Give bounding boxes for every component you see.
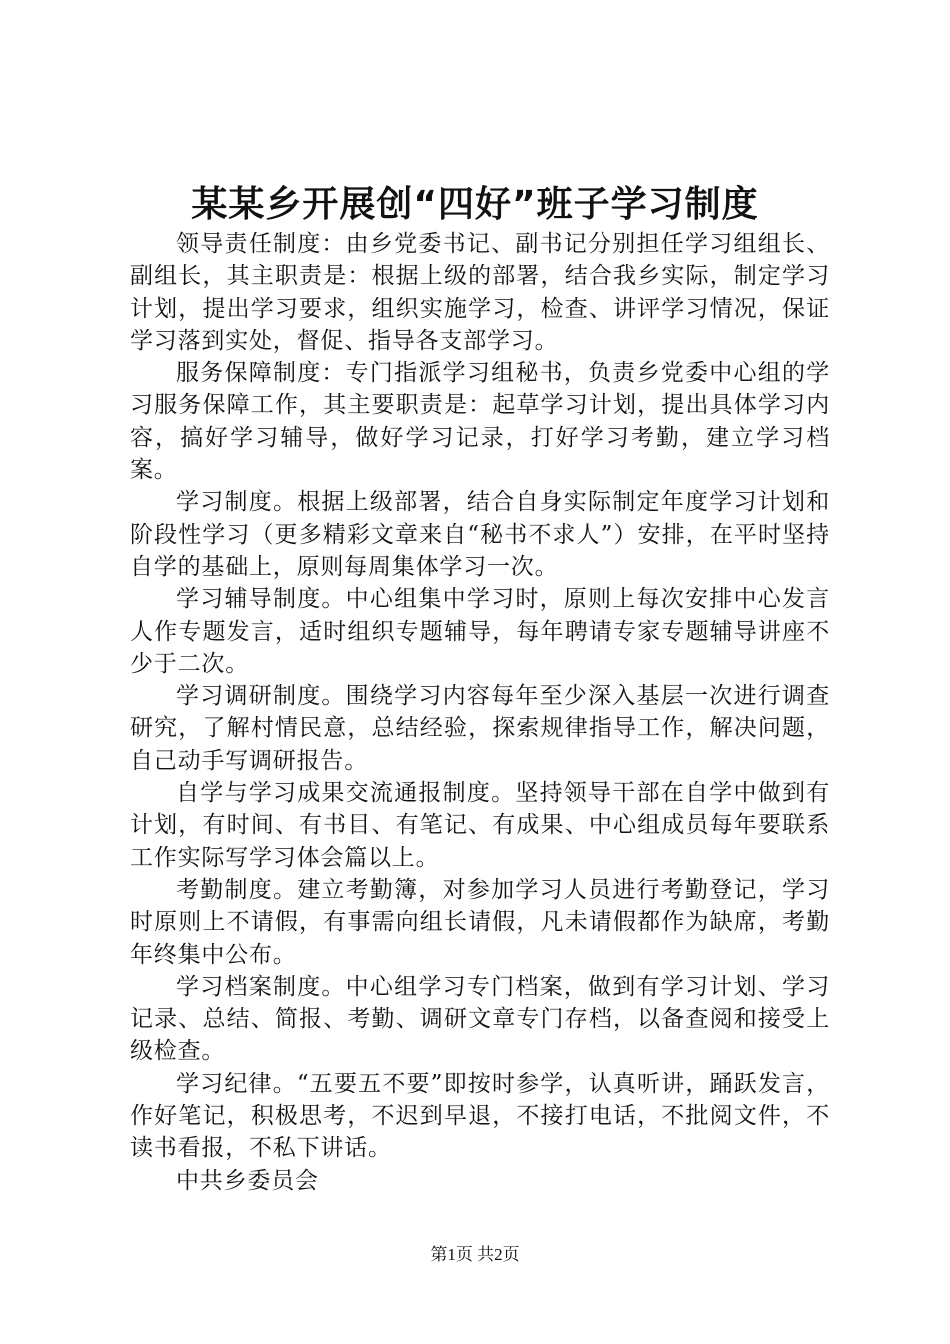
page-number-footer: 第1页 共2页: [430, 1245, 520, 1264]
paragraph-study-system: 学习制度。根据上级部署，结合自身实际制定年度学习计划和阶段性学习（更多精彩文章来自“秘书不求人”）安排，在平时坚持自学的基础上，原则每周集体学习一次。: [130, 489, 830, 580]
paragraph-leadership-responsibility: 领导责任制度：由乡党委书记、副书记分别担任学习组组长、副组长，其主职责是：根据上级的部署，结合我乡实际，制定学习计划，提出学习要求，组织实施学习，检查、讲评学习情况，保证学习落到实处，督促、指导各支部学习。: [130, 231, 830, 354]
paragraph-study-research: 学习调研制度。围绕学习内容每年至少深入基层一次进行调查研究，了解村情民意，总结经验，探索规律指导工作，解决问题，自己动手写调研报告。: [130, 683, 830, 774]
paragraph-self-study-exchange: 自学与学习成果交流通报制度。坚持领导干部在自学中做到有计划，有时间、有书目、有笔记、有成果、中心组成员每年要联系工作实际写学习体会篇以上。: [130, 780, 830, 871]
signature-line: 中共乡委员会: [176, 1167, 319, 1194]
paragraph-service-guarantee: 服务保障制度：专门指派学习组秘书，负责乡党委中心组的学习服务保障工作，其主要职责是：起草学习计划，提出具体学习内容，搞好学习辅导，做好学习记录，打好学习考勤，建立学习档案。: [130, 360, 830, 484]
paragraph-study-archive: 学习档案制度。中心组学习专门档案，做到有学习计划、学习记录、总结、简报、考勤、调研文章专门存档，以备查阅和接受上级检查。: [130, 973, 830, 1065]
paragraph-attendance: 考勤制度。建立考勤簿，对参加学习人员进行考勤登记，学习时原则上不请假，有事需向组长请假，凡未请假都作为缺席，考勤年终集中公布。: [130, 876, 830, 968]
document-body: [130, 228, 830, 1197]
paragraph-study-discipline: 学习纪律。“五要五不要”即按时参学，认真听讲，踊跃发言，作好笔记，积极思考，不迟到早退，不接打电话，不批阅文件，不读书看报，不私下讲话。: [130, 1070, 830, 1162]
document-title: 某某乡开展创“四好”班子学习制度: [191, 184, 759, 225]
paragraph-study-tutoring: 学习辅导制度。中心组集中学习时，原则上每次安排中心发言人作专题发言，适时组织专题辅导，每年聘请专家专题辅导讲座不少于二次。: [130, 586, 830, 677]
